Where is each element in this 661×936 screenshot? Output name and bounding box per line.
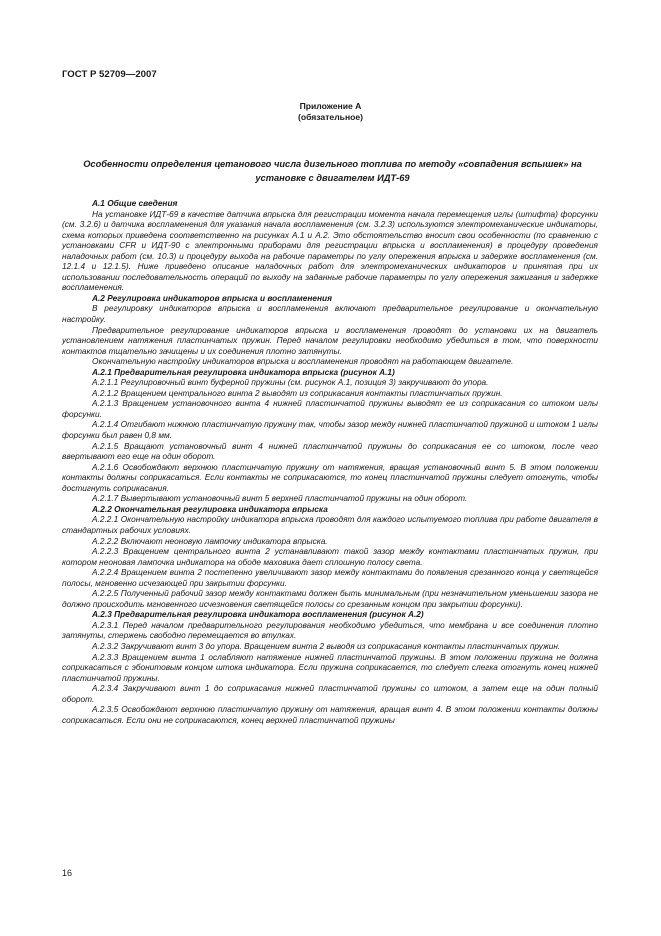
paragraph: А.2.3.4 Закручивают винт 1 до соприкасания нижней пластинчатой пружины со штоком, а затем еще на один полный оборот. xyxy=(62,683,598,704)
appendix-status: (обязательное) xyxy=(297,112,364,122)
paragraph: А.2.2.5 Полученный рабочий зазор между контактами должен быть минимальным (при незначительном уменьшении зазора не должно происходить мгновенного исчезновения светящейся полосы со срезанным концом при закрытии форсунки). xyxy=(62,588,598,609)
paragraph: А.2.3.3 Вращением винта 1 ослабляют натяжение нижней пластинчатой пружины. В этом положении пружина не должна соприкасаться с эбонитовым концом штока индикатора. Если пружина соприкасается, то следует слегка отогнуть конец нижней пластинчатой пружины. xyxy=(62,651,598,683)
standard-number: ГОСТ Р 52709—2007 xyxy=(62,69,157,80)
section-heading: А.2.3 Предварительная регулировка индикатора воспламенения (рисунок А.2) xyxy=(92,609,424,620)
paragraph: Окончательную настройку индикаторов впрыска и воспламенения проводят на работающем двигателе. xyxy=(92,356,514,367)
appendix-title: Особенности определения цетанового числа дизельного топлива по методу «совпадения вспышек» на установке с двигателем ИДТ-69 xyxy=(83,159,582,183)
paragraph: На установке ИДТ-69 в качестве датчика впрыска для регистрации момента начала перемещения иглы (штифта) форсунки (см. 3.2.6) и датчика воспламенения для указания начала воспламенения (см. 3.2.3) используются электромеханические индикаторы, схема которых приведена соответственно на рисунках А.1 и А.2. Это обстоятельство вносит свои особенности (по сравнению с установками CFR и ИДТ-90 с электронными приборами для регистрации впрыска и воспламенения) в процедуру проведения наладочных работ (см. 10.3) и процедуру выхода на рабочие параметры по углу опережения впрыска и задержке воспламенения (см. 12.1.4 и 12.1.5). Ниже приведено описание наладочных работ для электромеханических индикаторов и принятая при их использовании последовательность операций по выходу на заданные рабочие параметры по углу опережения зажигания и задержке воспламенения. xyxy=(62,208,598,293)
section-heading: А.2.2 Окончательная регулировка индикатора впрыска xyxy=(92,503,328,514)
paragraph: А.2.3.1 Перед началом предварительного регулирования необходимо убедиться, что мембрана и все соединения плотно затянуты, стержень свободно перемещается во втулках. xyxy=(62,619,598,641)
document-body xyxy=(62,198,598,725)
paragraph: А.2.2.2 Включают неоновую лампочку индикатора впрыска. xyxy=(92,535,328,546)
paragraph: В регулировку индикаторов впрыска и воспламенения включают предварительное регулирование и окончательную настройку. xyxy=(62,303,598,325)
paragraph: А.2.1.6 Освобождают верхнюю пластинчатую пружину от натяжения, вращая установочный винт 5. В этом положении контакты должны соприкасаться. Если контакты не соприкасаются, то конец пластинчатой пружины следует отогнуть, чтобы достигнуть соприкасания. xyxy=(62,461,598,493)
paragraph: А.2.1.3 Вращением установочного винта 4 нижней пластинчатой пружины выводят ее из соприкасания со штоком иглы форсунки. xyxy=(62,398,598,419)
paragraph: А.2.2.1 Окончательную настройку индикатора впрыска проводят для каждого испытуемого топлива при работе двигателя в стандартных рабочих условиях. xyxy=(62,514,598,535)
section-heading: А.1 Общие сведения xyxy=(92,198,178,208)
paragraph: А.2.1.2 Вращением центрального винта 2 выводят из соприкасания контакты пластинчатых пружин. xyxy=(92,387,503,398)
paragraph: А.2.3.2 Закручивают винт 3 до упора. Вращением винта 2 выводя из соприкасания контакты пластинчатых пружин. xyxy=(92,640,561,651)
paragraph: А.2.1.7 Вывертывают установочный винт 5 верхней пластинчатой пружины на один оборот. xyxy=(92,493,468,504)
paragraph: А.2.1.4 Отгибают нижнюю пластинчатую пружину так, чтобы зазор между нижней пластинчатой пружиной и штоком 1 иглы форсунки был равен 0,8 мм. xyxy=(62,419,598,441)
appendix-label: Приложение А xyxy=(299,101,362,111)
section-heading: А.2.1 Предварительная регулировка индикатора впрыска (рисунок А.1) xyxy=(92,366,395,377)
paragraph: А.2.2.3 Вращением центрального винта 2 устанавливают такой зазор между контактами пластинчатых пружин, при котором неоновая лампочка индикатора на ободе маховика дает сплошную полосу света. xyxy=(62,546,598,567)
paragraph: Предварительное регулирование индикаторов впрыска и воспламенения проводят до установки их на двигатель установлением натяжения пластинчатых пружин. Перед началом регулировки необходимо убедиться в том, что поверхности контактов тщательно зачищены и их соединения плотно затянуты. xyxy=(62,324,598,356)
section-heading: А.2 Регулировка индикаторов впрыска и воспламенения xyxy=(92,292,333,303)
page-number: 16 xyxy=(62,868,73,878)
paragraph: А.2.3.5 Освобождают верхнюю пластинчатую пружину от натяжения, вращая винт 4. В этом положении контакты должны соприкасаться. Если они не соприкасаются, конец верхней пластинчатой пружины xyxy=(62,704,598,725)
paragraph: А.2.1.5 Вращают установочный винт 4 нижней пластинчатой пружины до соприкасания ее со штоком, после чего ввертывают его еще на один оборот. xyxy=(62,440,598,462)
paragraph: А.2.1.1 Регулировочный винт буферной пружины (см. рисунок А.1, позиция 3) закручивают до упора. xyxy=(92,377,489,388)
paragraph: А.2.2.4 Вращением винта 2 постепенно увеличивают зазор между контактами до появления срезанного конца у светящейся полосы, мгновенно исчезающей при закрытии форсунки. xyxy=(62,567,598,588)
appendix-heading xyxy=(0,101,661,123)
